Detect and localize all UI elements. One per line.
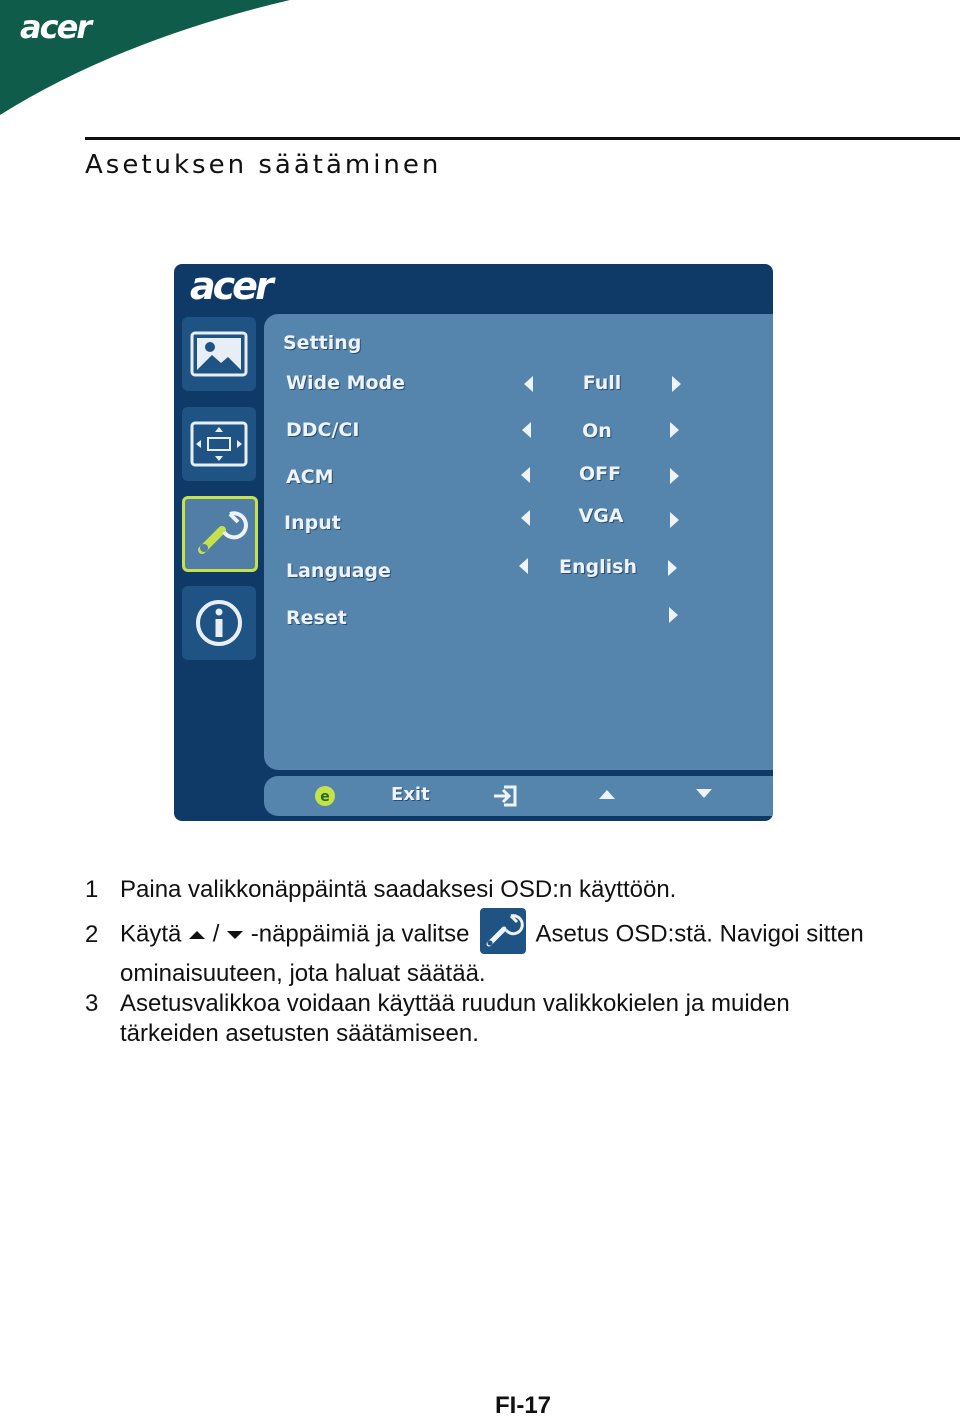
menu-title: Setting: [283, 332, 362, 354]
step-text: Paina valikkonäppäintä saadaksesi OSD:n käyttöön.: [120, 876, 677, 903]
step-number: 2: [85, 921, 99, 948]
setting-icon: [192, 506, 248, 562]
down-arrow-icon[interactable]: [695, 788, 713, 800]
item-label[interactable]: Language: [286, 560, 391, 582]
item-label[interactable]: Wide Mode: [286, 372, 406, 394]
left-arrow-icon[interactable]: [524, 376, 533, 392]
exit-e-icon[interactable]: [314, 785, 336, 807]
position-icon: [190, 421, 248, 467]
step-number: 3: [85, 990, 99, 1017]
info-tab[interactable]: [182, 586, 256, 660]
right-arrow-icon[interactable]: [670, 512, 679, 528]
step-text-part: Asetus OSD:stä. Navigoi sitten: [535, 920, 864, 948]
item-value: English: [559, 556, 637, 578]
page-title: Asetuksen säätäminen: [85, 150, 442, 180]
step-sep: /: [212, 920, 220, 948]
picture-tab[interactable]: [182, 317, 256, 391]
left-arrow-icon[interactable]: [521, 510, 530, 526]
item-label[interactable]: Input: [284, 512, 341, 534]
step-text: Asetusvalikkoa voidaan käyttää ruudun valikkokielen ja muiden: [120, 990, 790, 1017]
page-number: FI-17: [495, 1392, 552, 1419]
item-value: OFF: [578, 463, 622, 485]
right-arrow-icon[interactable]: [672, 376, 681, 392]
setting-tab[interactable]: [182, 496, 258, 572]
setting-icon: [480, 908, 526, 954]
right-arrow-icon[interactable]: [670, 422, 679, 438]
step-number: 1: [85, 876, 99, 903]
left-arrow-icon[interactable]: [521, 467, 530, 483]
position-tab[interactable]: [182, 407, 256, 481]
step-text: ominaisuuteen, jota haluat säätää.: [120, 960, 486, 987]
step-text: tärkeiden asetusten säätämiseen.: [120, 1020, 479, 1047]
down-key-icon: [226, 929, 244, 941]
step-text-part: Käytä: [120, 920, 182, 948]
step-text: [120, 912, 864, 958]
picture-icon: [190, 331, 248, 377]
item-label[interactable]: ACM: [286, 466, 334, 488]
osd-logo: acer: [190, 264, 271, 308]
info-icon: [194, 598, 244, 648]
up-arrow-icon[interactable]: [598, 788, 616, 800]
item-value: Full: [582, 372, 622, 394]
item-label[interactable]: Reset: [286, 607, 347, 629]
right-arrow-icon[interactable]: [668, 560, 677, 576]
left-arrow-icon[interactable]: [519, 558, 528, 574]
svg-text:e: e: [320, 789, 330, 805]
up-key-icon: [188, 929, 206, 941]
item-value: On: [582, 420, 612, 442]
left-arrow-icon[interactable]: [522, 422, 531, 438]
right-arrow-icon[interactable]: [670, 468, 679, 484]
header-rule: [85, 137, 960, 140]
item-value: VGA: [578, 505, 624, 527]
item-label[interactable]: DDC/CI: [286, 419, 360, 441]
brand-logo: acer: [20, 8, 91, 46]
enter-icon[interactable]: [492, 784, 518, 808]
osd-menu: [174, 264, 773, 821]
exit-label[interactable]: Exit: [391, 784, 430, 805]
step-text-part: -näppäimiä ja valitse: [250, 920, 470, 948]
right-arrow-icon[interactable]: [669, 607, 678, 623]
